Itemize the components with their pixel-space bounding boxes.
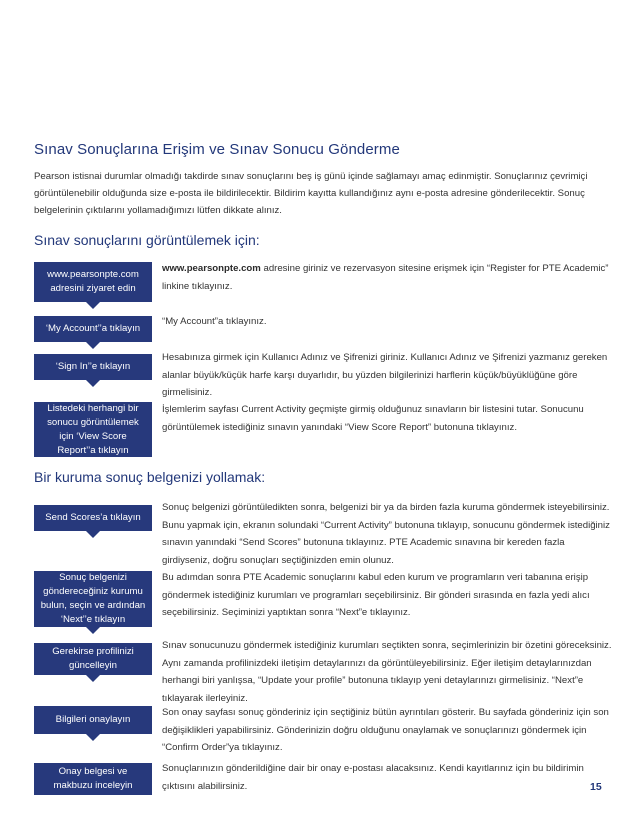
down-arrow-icon <box>86 627 100 634</box>
site-link-text: www.pearsonpte.com <box>162 263 261 274</box>
step-box-label: ‘Sign In’’e tıklayın <box>55 361 131 372</box>
step-box-my-account <box>34 316 152 342</box>
step-box-label: Sonuç belgenizi göndereceğiniz kurumu bulun, seçin ve ardından ‘Next’’e tıklayın <box>40 572 146 625</box>
step-box-label: Bilgileri onaylayın <box>55 714 131 725</box>
step-box-send-scores <box>34 505 152 531</box>
step-box-visit-site <box>34 262 152 302</box>
step-desc-sign-in: Hesabınıza girmek için Kullanıcı Adınız ve Şifrenizi giriniz. Kullanıcı Adınız ve Şifrenizi yazmanız gereken alanlar büyük/küçük harfe karşı duyarlıdır, bu yüzden bilgilerinizi harflerin küçük/büyüklüğüne göre girmelisiniz. <box>162 352 608 398</box>
step-box-label: Send Scores’a tıklayın <box>45 512 141 523</box>
step-box-select-institution <box>34 571 152 627</box>
down-arrow-icon <box>86 302 100 309</box>
step-box-review-receipt <box>34 763 152 795</box>
step-box-label: Onay belgesi ve makbuzu inceleyin <box>53 766 133 791</box>
step-desc-send-scores: Sonuç belgenizi görüntüledikten sonra, belgenizi bir ya da birden fazla kuruma göndermek isteyebilirsiniz. Bunu yapmak için, ekranın solundaki “Current Activity” butonuna tıklayıp, sonucunu göndermek istediğiniz sınavın yanındaki “Send Scores” butonuna tıklayınız. PTE Academic sınavına bir kereden fazla girdiyseniz, doğru sonuçları seçtiğinizden emin olunuz. <box>162 502 610 566</box>
down-arrow-icon <box>86 380 100 387</box>
section-title-view-results: Sınav sonuçlarını görüntülemek için: <box>34 232 260 248</box>
step-desc-visit-site: www.pearsonpte.com adresine giriniz ve rezervasyon sitesine erişmek için “Register for PTE Academic” linkine tıklayınız. <box>162 263 609 292</box>
down-arrow-icon <box>86 675 100 682</box>
step-desc-my-account: “My Account”a tıklayınız. <box>162 316 267 327</box>
section-title-send-scores: Bir kuruma sonuç belgenizi yollamak: <box>34 469 266 485</box>
step-box-label: www.pearsonpte.com adresini ziyaret edin <box>47 269 139 294</box>
step-box-view-score-report <box>34 402 152 457</box>
step-box-confirm-info <box>34 706 152 734</box>
step-box-label: Listedeki herhangi bir sonucu görüntülemek için ‘View Score Report’’a tıklayın <box>47 402 139 456</box>
down-arrow-icon <box>86 342 100 349</box>
step-desc-update-profile: Sınav sonucunuzu göndermek istediğiniz kurumları seçtikten sonra, seçimlerinizin bir özetini göreceksiniz. Aynı zamanda profilinizdeki iletişim detaylarınızı da görüntüleyebilirsiniz. Eğer iletişim detaylarınızdan herhangi biri yanlışsa, “Update your profile” butonuna tıklayıp yeni detaylarınızı girmelisiniz. “Next”e tıklayarak ilerleyiniz. <box>162 640 612 704</box>
page-title: Sınav Sonuçlarına Erişim ve Sınav Sonucu Gönderme <box>34 141 400 158</box>
step-desc-confirm-info: Son onay sayfası sonuç gönderiniz için seçtiğiniz bütün ayrıntıları gösterir. Bu sayfada gönderiniz için son değişiklikleri yapabilirsiniz. Gönderinizin doğru olduğunu onaylamak ve sonuçlarınızı göndermek için “Confirm Order”ya tıklayınız. <box>162 707 609 753</box>
down-arrow-icon <box>86 734 100 741</box>
step-desc-review-receipt: Sonuçlarınızın gönderildiğine dair bir onay e-postası alacaksınız. Kendi kayıtlarınız için bu bildirimin çıktısını alabilirsiniz. <box>162 763 584 792</box>
step-box-update-profile <box>34 643 152 675</box>
step-box-sign-in <box>34 354 152 380</box>
step-box-label: Gerekirse profilinizi güncelleyin <box>52 646 134 671</box>
step-box-label: ‘My Account’’a tıklayın <box>45 323 141 334</box>
step-desc-select-institution: Bu adımdan sonra PTE Academic sonuçlarını kabul eden kurum ve programların veri tabanına erişip göndermek istediğiniz kurumları ve programları seçebilirsiniz. Bir gönderi sırasında en fazla yedi alıcı seçebilirsiniz. Seçiminizi yaptıktan sonra “Next”e tıklayınız. <box>162 572 590 618</box>
intro-paragraph: Pearson istisnai durumlar olmadığı takdirde sınav sonuçlarını beş iş günü içinde sağlamayı amaç edinmiştir. Sonuçlarınız çevrimiçi görüntülenebilir olduğunda size e-posta ile bildirilecektir. Bildirim kayıtta kullandığınız aynı e-posta adresine gönderilecektir. Sonuç belgelerinin çıktılarını yollamadığımızı lütfen dikkate alınız. <box>34 171 588 216</box>
down-arrow-icon <box>86 531 100 538</box>
page-number: 15 <box>590 781 602 793</box>
step-desc-view-score-report: İşlemlerim sayfası Current Activity geçmişte girmiş olduğunuz sınavların bir listesini tutar. Sonucunu görüntülemek istediğiniz sınavın yanındaki “View Score Report” butonuna tıklayınız. <box>162 404 584 433</box>
